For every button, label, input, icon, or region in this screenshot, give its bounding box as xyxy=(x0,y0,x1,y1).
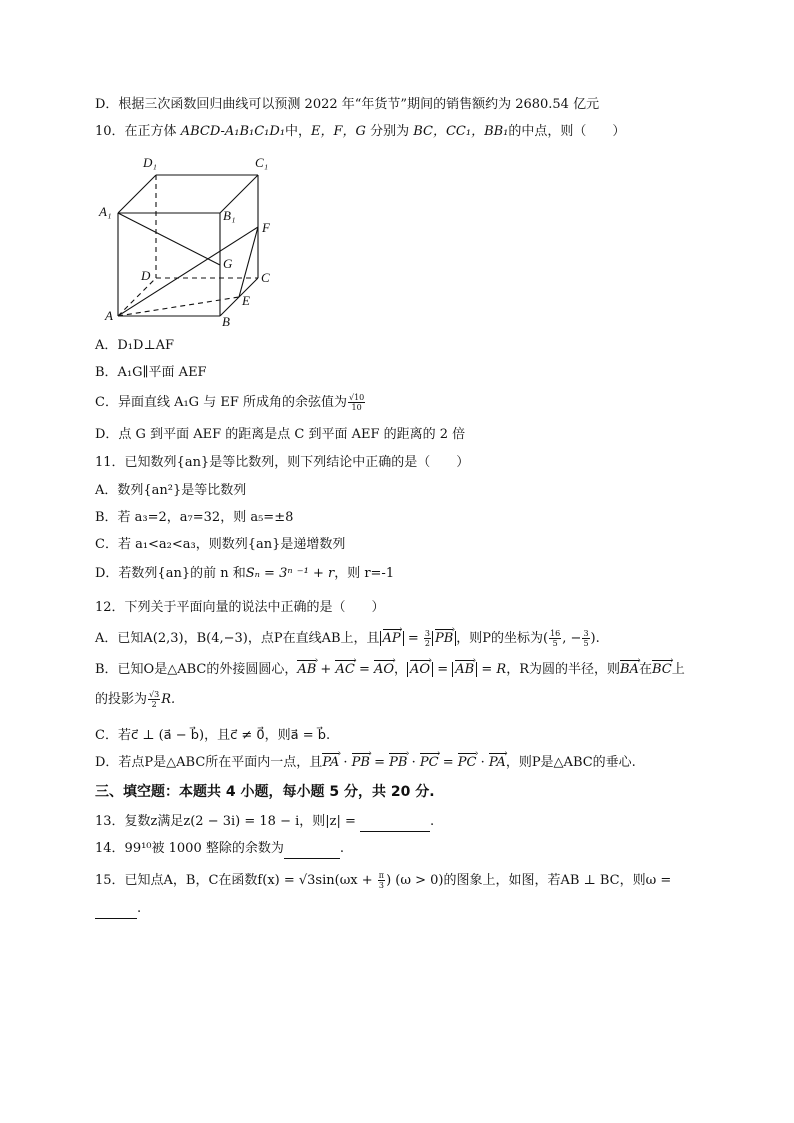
label-a: A xyxy=(105,308,113,323)
label-c1: C₁ xyxy=(255,155,269,170)
q11-stem-text: 11．已知数列{an}是等比数列，则下列结论中正确的是（ ） xyxy=(95,455,470,470)
label-c: C xyxy=(261,270,270,285)
q12-option-b-end: R. xyxy=(161,692,176,707)
vec-pb-abs xyxy=(432,631,456,646)
label-b: B xyxy=(222,314,230,329)
q10-segments: BC，CC₁，BB₁ xyxy=(413,124,509,139)
vec-ao-abs xyxy=(407,662,433,677)
q9-option-d-text: D．根据三次函数回归曲线可以预测 2022 年“年货节”期间的销售额约为 2680.54 亿元 xyxy=(95,97,600,112)
q15-text-1: 15．已知点A，B，C在函数f(x) = √3sin(ωx + xyxy=(95,873,377,888)
q10-option-d xyxy=(95,426,465,444)
vec-ap-abs xyxy=(380,631,404,646)
frac-denominator: 5 xyxy=(552,639,558,648)
q11-option-c-text: C．若 a₁<a₂<a₃，则数列{an}是递增数列 xyxy=(95,537,346,552)
label-b1: B₁ xyxy=(223,208,236,223)
q10-option-a-text: A．D₁D⊥AF xyxy=(95,338,175,353)
q14-text: 14．99¹⁰被 1000 整除的余数为 xyxy=(95,841,284,856)
vec-pc: PC › xyxy=(420,754,439,772)
label-e: E xyxy=(242,293,250,308)
vec-ao: AO › xyxy=(374,661,394,679)
q11-option-a-text: A．数列{an²}是等比数列 xyxy=(95,483,247,498)
vec-bc: BC › xyxy=(652,661,672,679)
q12-option-c-text: C．若c⃗ ⊥ (a⃗ − b⃗)，且c⃗ ≠ 0⃗，则a⃗ = b⃗. xyxy=(95,728,331,743)
q12-option-d: D．若点P是△ABC所在平面内一点，且PA › · PB › = PB › · PC › = PC › · PA ›，则P是△ABC的垂心. xyxy=(95,754,636,772)
q15-fraction xyxy=(378,871,385,890)
vec-pb-d2: PB › xyxy=(389,754,407,772)
q12-option-b-line2 xyxy=(95,690,175,709)
q13-text: 13．复数z满足z(2 − 3i) = 18 − i，则|z| = xyxy=(95,814,361,829)
q13 xyxy=(95,813,434,832)
q15-text-2: ) (ω > 0)的图象上，如图，若AB ⊥ BC，则ω = xyxy=(386,873,672,888)
q10-option-c-fraction xyxy=(348,393,365,412)
q12-option-b-3: 在 xyxy=(638,662,652,677)
q12-option-a: A．已知A(2,3)，B(4,−3)，点P在直线AB上，且 AP › = $\frac{3}{2}$ PB › ，则P的坐标为( $\frac{16}{5}$ , − $\frac{3}{5}$ ). xyxy=(95,629,600,648)
q10-stem-b: 中， xyxy=(285,124,312,139)
vec-ab-2: AB › xyxy=(455,661,474,679)
q12-b-fraction xyxy=(148,690,160,709)
vec-pc-2: PC › xyxy=(458,754,477,772)
vec-pa-2: PA › xyxy=(489,754,506,772)
frac-denominator: 5 xyxy=(583,639,589,648)
q12-option-c xyxy=(95,727,330,745)
q12-option-b-1: B．已知O是△ABC的外接圆圆心， xyxy=(95,662,298,677)
label-a1: A₁ xyxy=(99,204,112,219)
q15-answer-blank[interactable] xyxy=(95,900,137,919)
q12-stem-text: 12．下列关于平面向量的说法中正确的是（ ） xyxy=(95,600,385,615)
frac-numerator: √10 xyxy=(348,393,365,402)
q10-stem-c: 分别为 xyxy=(365,124,414,139)
q14-answer-blank[interactable] xyxy=(284,840,340,859)
label-f: F xyxy=(262,220,270,235)
vec-ac: AC › xyxy=(335,661,354,679)
q13-answer-blank[interactable] xyxy=(360,813,430,832)
label-d1: D₁ xyxy=(143,155,157,170)
q12-option-a-2: ，则P的坐标为( xyxy=(456,631,549,646)
vec-ap: AP › xyxy=(383,630,401,648)
label-d: D xyxy=(141,268,151,283)
vec-ab-abs xyxy=(452,662,477,677)
vec-pb: PB › xyxy=(435,630,453,648)
vec-ba: BA › xyxy=(620,661,639,679)
q10-option-b-text: B．A₁G∥平面 AEF xyxy=(95,365,207,380)
frac-numerator: 16 xyxy=(550,629,561,638)
section-heading-text: 三、填空题：本题共 4 小题，每小题 5 分，共 20 分. xyxy=(95,784,435,800)
q12-option-b-4: 上 xyxy=(671,662,685,677)
label-g: G xyxy=(223,256,233,271)
q14 xyxy=(95,840,344,859)
q15-answer-line xyxy=(95,900,141,919)
coord-y-fraction xyxy=(582,629,589,648)
q10-points: E，F，G xyxy=(311,124,366,139)
vec-ao-2: AO › xyxy=(410,661,430,679)
frac-numerator: 3 xyxy=(424,629,430,638)
q13-end: . xyxy=(430,814,435,829)
q11-option-b-text: B．若 a₃=2，a₇=32，则 a₅=±8 xyxy=(95,510,294,525)
q11-option-d-a: D．若数列{an}的前 n 和 xyxy=(95,566,246,581)
q12-stem xyxy=(95,599,385,617)
q12-a-fraction xyxy=(424,629,431,648)
q12-option-d-1: D．若点P是△ABC所在平面内一点，且 xyxy=(95,755,323,770)
frac-numerator: 3 xyxy=(583,629,589,638)
q14-end: . xyxy=(339,841,344,856)
q11-stem xyxy=(95,454,469,472)
q15 xyxy=(95,871,671,890)
q10-stem-a: 10．在正方体 xyxy=(95,124,181,139)
q12-option-b-2: ，R为圆的半径，则 xyxy=(506,662,620,677)
frac-denominator: 2 xyxy=(151,700,157,709)
q10-option-a xyxy=(95,337,174,355)
q11-option-a xyxy=(95,482,246,500)
section-heading xyxy=(95,783,435,801)
q11-option-b xyxy=(95,509,293,527)
q15-end: . xyxy=(137,901,142,916)
frac-numerator: √3 xyxy=(149,690,160,699)
frac-numerator: π xyxy=(378,871,385,880)
q12-option-d-2: ，则P是△ABC的垂心. xyxy=(505,755,636,770)
q11-option-c xyxy=(95,536,345,554)
q9-option-d xyxy=(95,96,599,114)
q12-option-b-line2-text: 的投影为 xyxy=(95,692,148,707)
cube-figure xyxy=(95,150,295,330)
frac-denominator: 3 xyxy=(378,881,384,890)
vec-ab: AB › xyxy=(297,661,316,679)
coord-x-fraction xyxy=(549,629,561,648)
q10-stem-d: 的中点，则（ ） xyxy=(508,124,626,139)
q11-option-d xyxy=(95,565,394,583)
q11-option-d-formula: Sₙ = 3ⁿ ⁻¹ + r xyxy=(245,566,335,581)
q12-option-a-1: A．已知A(2,3)，B(4,−3)，点P在直线AB上，且 xyxy=(95,631,380,646)
q10-option-c xyxy=(95,393,366,412)
q10-option-d-text: D．点 G 到平面 AEF 的距离是点 C 到平面 AEF 的距离的 2 倍 xyxy=(95,427,466,442)
q10-option-b xyxy=(95,364,207,382)
vec-pb-d: PB › xyxy=(352,754,370,772)
frac-denominator: 10 xyxy=(351,403,362,412)
q11-option-d-b: ，则 r=-1 xyxy=(334,566,395,581)
q10-cube-name: ABCD-A₁B₁C₁D₁ xyxy=(180,124,286,139)
frac-denominator: 2 xyxy=(424,639,430,648)
q10-stem xyxy=(95,123,625,141)
q12-option-b: B．已知O是△ABC的外接圆圆心，AB › + AC › = AO ›， AO › = AB › = R，R为圆的半径，则BA ›在BC ›上 xyxy=(95,661,685,679)
q10-option-c-text: C．异面直线 A₁G 与 EF 所成角的余弦值为 xyxy=(95,395,347,410)
vec-pa: PA › xyxy=(322,754,339,772)
